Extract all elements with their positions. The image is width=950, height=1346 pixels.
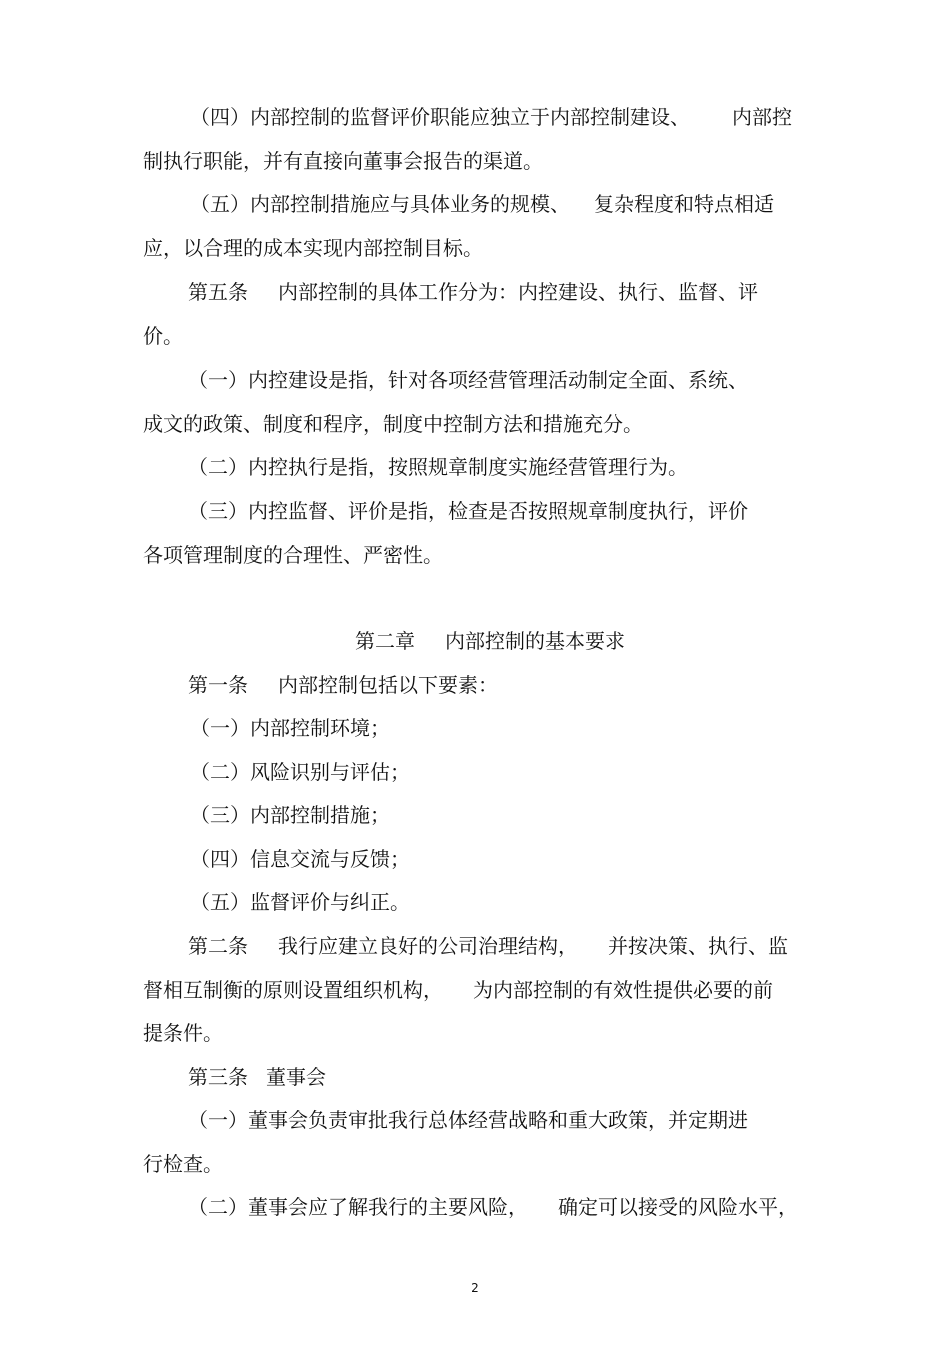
- text-segment: 各项管理制度的合理性、严密性。: [143, 543, 443, 567]
- page-number: 2: [471, 1281, 479, 1295]
- chapter-number: 第二章: [355, 629, 415, 653]
- text-segment: （二）董事会应了解我行的主要风险，: [188, 1195, 528, 1219]
- text-segment: （五）监督评价与纠正。: [190, 890, 410, 914]
- paragraph-line: [143, 1150, 223, 1178]
- list-item: [190, 801, 390, 829]
- text-segment: （一）内控建设是指，针对各项经营管理活动制定全面、系统、: [188, 368, 748, 392]
- text-segment: 内部控: [732, 105, 792, 129]
- paragraph-line: [188, 497, 748, 525]
- text-segment: 复杂程度和特点相适: [594, 192, 774, 216]
- text-segment: 确定可以接受的风险水平，: [558, 1195, 798, 1219]
- paragraph-line: [188, 453, 688, 481]
- text-segment: （二）内控执行是指，按照规章制度实施经营管理行为。: [188, 455, 688, 479]
- list-item: [190, 888, 410, 916]
- chapter-name: 内部控制的基本要求: [445, 629, 625, 653]
- text-segment: 提条件。: [143, 1021, 223, 1045]
- text-segment: （三）内部控制措施；: [190, 803, 390, 827]
- text-segment: （二）风险识别与评估；: [190, 760, 410, 784]
- paragraph-line: [190, 103, 792, 131]
- text-segment: （一）内部控制环境；: [190, 716, 390, 740]
- text-segment: 督相互制衡的原则设置组织机构，: [143, 978, 443, 1002]
- list-item: [190, 758, 410, 786]
- paragraph-line: [188, 366, 748, 394]
- paragraph-line: [143, 322, 183, 350]
- paragraph-line: [143, 410, 643, 438]
- article-line: [188, 932, 788, 960]
- chapter-title: [0, 627, 950, 655]
- article-line: [188, 278, 758, 306]
- paragraph-line: [188, 1106, 748, 1134]
- text-segment: 成文的政策、制度和程序，制度中控制方法和措施充分。: [143, 412, 643, 436]
- article-line: [188, 671, 498, 699]
- text-segment: 内部控制包括以下要素：: [278, 673, 498, 697]
- text-segment: 应，以合理的成本实现内部控制目标。: [143, 236, 483, 260]
- paragraph-line: [143, 541, 443, 569]
- article-number: 第二条: [188, 934, 248, 958]
- list-item: [190, 845, 410, 873]
- text-segment: 并按决策、执行、监: [608, 934, 788, 958]
- paragraph-line: [190, 190, 774, 218]
- text-segment: 董事会: [266, 1065, 326, 1089]
- text-segment: 内部控制的具体工作分为：内控建设、执行、监督、评: [278, 280, 758, 304]
- text-segment: （三）内控监督、评价是指，检查是否按照规章制度执行，评价: [188, 499, 748, 523]
- article-number: 第一条: [188, 673, 248, 697]
- article-number: 第三条: [188, 1065, 248, 1089]
- paragraph-line: [143, 147, 543, 175]
- paragraph-line: [143, 1019, 223, 1047]
- paragraph-line: [143, 234, 483, 262]
- text-segment: 我行应建立良好的公司治理结构，: [278, 934, 578, 958]
- text-segment: （四）信息交流与反馈；: [190, 847, 410, 871]
- text-segment: 为内部控制的有效性提供必要的前: [473, 978, 773, 1002]
- text-segment: 制执行职能，并有直接向董事会报告的渠道。: [143, 149, 543, 173]
- article-number: 第五条: [188, 280, 248, 304]
- text-segment: （四）内部控制的监督评价职能应独立于内部控制建设、: [190, 105, 690, 129]
- text-segment: 价。: [143, 324, 183, 348]
- paragraph-line: [188, 1193, 798, 1221]
- text-segment: （五）内部控制措施应与具体业务的规模、: [190, 192, 570, 216]
- text-segment: （一）董事会负责审批我行总体经营战略和重大政策，并定期进: [188, 1108, 748, 1132]
- text-segment: 行检查。: [143, 1152, 223, 1176]
- paragraph-line: [143, 976, 773, 1004]
- article-line: [188, 1063, 326, 1091]
- list-item: [190, 714, 390, 742]
